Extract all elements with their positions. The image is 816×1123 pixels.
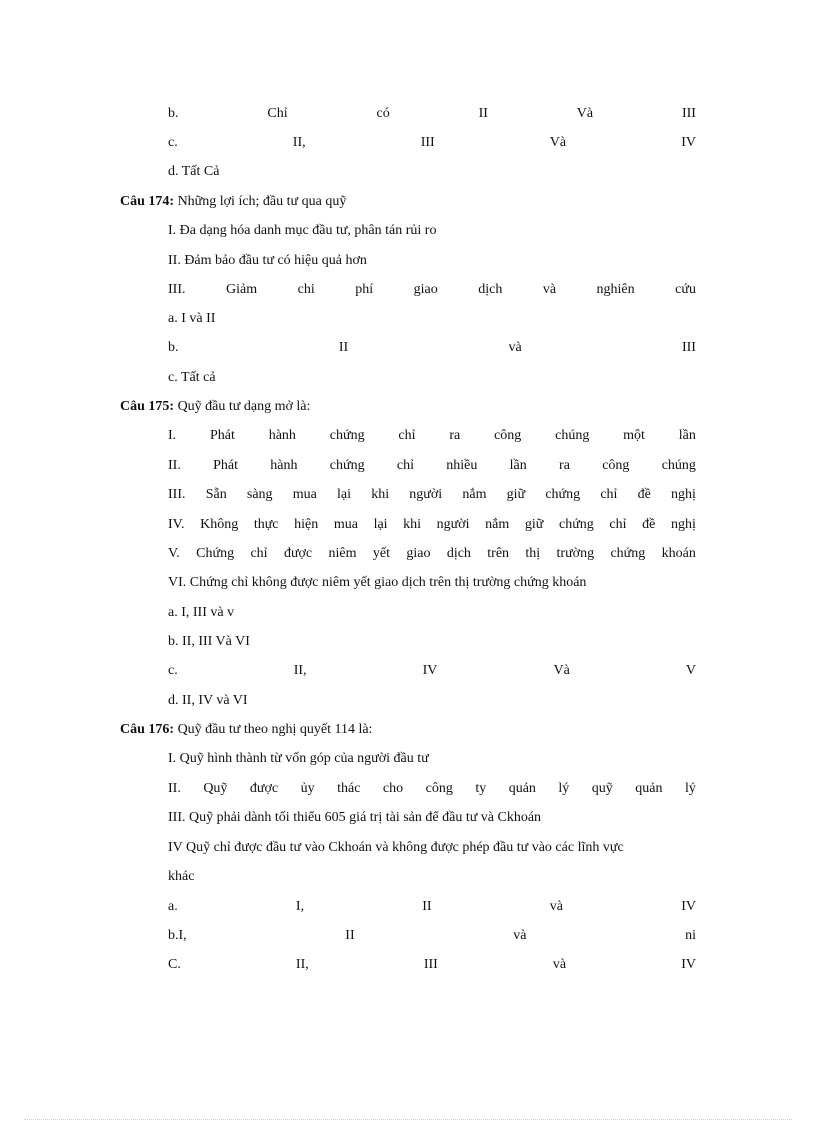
word: chỉ [250,546,268,561]
word: lại [337,487,352,502]
statement-i: I. Đa dạng hóa danh mục đầu tư, phân tán rủi ro [168,223,437,238]
word: II [338,340,349,355]
word: thác [337,781,361,796]
word: thực [253,517,279,532]
word: Phát [210,428,235,443]
word: b. [168,106,179,121]
answer-d-line: d. Tất Cả [168,164,220,179]
word: Không [200,517,239,532]
word: hành [270,458,298,473]
word: giao [413,282,438,297]
word: mua [333,517,358,532]
word: II. [168,458,181,473]
word: chứng [329,428,365,443]
word: nghiên [596,282,635,297]
word: trường [556,546,595,561]
word: chi [297,282,315,297]
statement-i: I. Quỹ hình thành từ vốn góp của người đầu tư [168,751,429,766]
word: nghị [671,487,696,502]
word: Và [553,663,570,678]
word: chỉ [600,487,618,502]
word: khi [371,487,390,502]
word: V [685,663,696,678]
word: nhiều [446,458,478,473]
statement-iv [168,516,696,534]
word: đề [642,517,656,532]
word: được [283,546,313,561]
word: IV [681,135,696,150]
word: công [602,458,630,473]
word: c. [168,663,178,678]
word: hiện [294,517,319,532]
statement-vi: VI. Chứng chỉ không được niêm yết giao dịch trên thị trường chứng khoán [168,575,587,590]
word: và [552,957,567,972]
word: chứng [545,487,581,502]
statement-ii [168,457,696,475]
word: quản [635,781,663,796]
word: Chứng [196,546,235,561]
answer-b: b. II, III Và VI [168,634,250,649]
word: cho [382,781,404,796]
word: lý [684,781,696,796]
question-number: Câu 175: [120,399,175,414]
statement-v [168,545,696,563]
word: một [623,428,645,443]
word: công [425,781,453,796]
word: chúng [555,428,590,443]
word: b. [168,340,179,355]
word: và [549,899,563,914]
answer-c: c. Tất cả [168,370,216,385]
word: II. [168,781,181,796]
word: c. [168,135,178,150]
question-text: Quỹ đầu tư dạng mở là: [177,399,311,414]
word: đề [637,487,651,502]
word: III [681,340,696,355]
word: b.I, [168,928,187,943]
word: Quỹ [203,781,228,796]
word: phí [355,282,374,297]
word: và [513,928,527,943]
question-174 [120,193,346,211]
word: nghị [670,517,696,532]
answer-b [168,927,696,945]
word: chỉ [609,517,627,532]
answer-a [168,898,696,916]
word: chỉ [398,428,416,443]
word: dịch [478,282,503,297]
word: trên [487,546,510,561]
word: C. [168,957,181,972]
word: hành [268,428,296,443]
word: ra [559,458,570,473]
word: IV [681,957,696,972]
word: dịch [446,546,471,561]
word: lần [509,458,527,473]
word: II, [293,663,307,678]
word: Chỉ [267,106,288,121]
statement-iii [168,486,696,504]
word: ra [449,428,461,443]
word: chúng [661,458,696,473]
statement-iii: III. Quỹ phải dành tối thiểu 605 giá trị tài sản để đầu tư và Ckhoán [168,810,542,825]
statement-iv: IV Quỹ chỉ được đầu tư vào Ckhoán và không được phép đầu tư vào các lĩnh vực [168,840,624,855]
answer-a: a. I, III và v [168,605,235,620]
statement-iii [168,281,696,299]
word: a. [168,899,178,914]
word: mua [292,487,317,502]
word: và [542,282,557,297]
statement-ii [168,780,696,798]
word: chỉ [396,458,414,473]
word: lý [558,781,570,796]
word: quỹ [591,781,613,796]
word: III [423,957,438,972]
question-175 [120,398,310,416]
word: công [494,428,522,443]
answer-b-line [168,105,696,123]
answer-c [168,662,696,680]
word: III. [168,282,186,297]
word: và [508,340,522,355]
question-text: Những lợi ích; đầu tư qua quỹ [177,194,347,209]
word: thị [525,546,541,561]
word: niêm [328,546,357,561]
word: lần [678,428,696,443]
word: I, [295,899,305,914]
word: được [249,781,279,796]
word: III. [168,487,186,502]
word: người [409,487,443,502]
answer-d: d. II, IV và VI [168,693,248,708]
answer-b [168,339,696,357]
word: cứu [675,282,696,297]
answer-c [168,956,696,974]
word: I. [168,428,177,443]
word: Và [549,135,567,150]
answer-a: a. I và II [168,311,216,326]
word: II, [295,957,309,972]
word: IV [681,899,696,914]
word: yết [372,546,390,561]
page-bottom-divider [24,1119,792,1120]
word: IV [422,663,438,678]
statement-ii: II. Đảm bảo đầu tư có hiệu quả hơn [168,253,367,268]
word: nắm [485,517,510,532]
word: người [436,517,470,532]
word: chứng [558,517,594,532]
word: II, [292,135,306,150]
word: ủy [300,781,315,796]
statement-iv-continued: khác [168,869,195,884]
question-number: Câu 176: [120,722,175,737]
word: sàng [246,487,273,502]
word: II [422,899,432,914]
question-number: Câu 174: [120,194,175,209]
word: V. [168,546,180,561]
word: ty [475,781,487,796]
word: khi [403,517,422,532]
word: khoán [661,546,696,561]
word: lại [373,517,388,532]
word: III [681,106,696,121]
word: Phát [213,458,238,473]
word: quản [508,781,536,796]
word: chứng [329,458,365,473]
answer-c-line [168,134,696,152]
word: III [420,135,435,150]
word: II [478,106,488,121]
question-text: Quỹ đầu tư theo nghị quyết 114 là: [177,722,373,737]
word: giữ [506,487,526,502]
word: II [345,928,355,943]
word: giao [406,546,431,561]
word: giữ [524,517,544,532]
word: có [376,106,390,121]
question-176 [120,721,372,739]
statement-i [168,427,696,445]
word: nắm [462,487,487,502]
word: ni [685,928,696,943]
word: IV. [168,517,185,532]
word: chứng [610,546,646,561]
word: Giảm [226,282,258,297]
word: Và [576,106,594,121]
word: Sẵn [205,487,227,502]
